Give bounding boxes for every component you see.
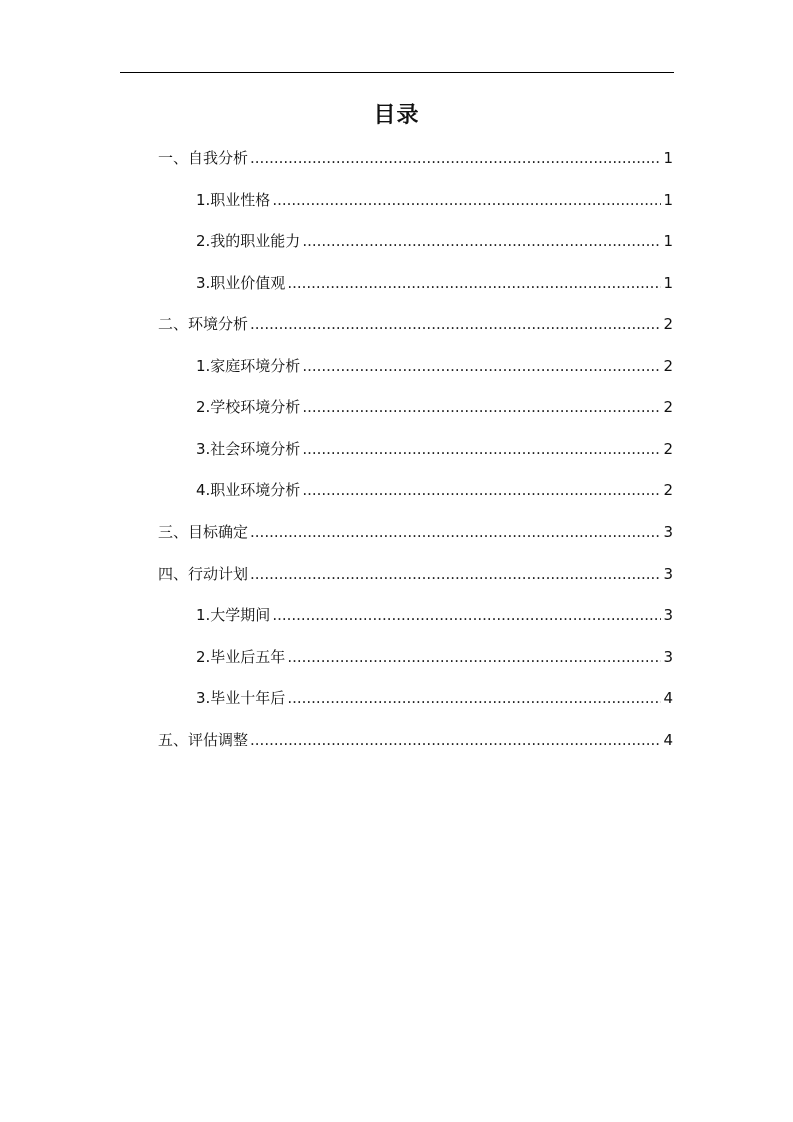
toc-entry[interactable] xyxy=(196,229,673,253)
toc-page-number: 2 xyxy=(663,440,673,458)
toc-entry-text: 五、评估调整 xyxy=(158,731,249,749)
toc-page-number: 3 xyxy=(663,648,673,666)
toc-entry[interactable] xyxy=(196,603,673,627)
toc-page-number: 1 xyxy=(663,149,673,167)
toc-page-number: 4 xyxy=(663,689,673,707)
toc-entry[interactable] xyxy=(196,437,673,461)
toc-page-number: 1 xyxy=(663,232,673,250)
toc-entry[interactable] xyxy=(196,395,673,419)
toc-leader-dots xyxy=(250,520,661,544)
toc-page-number: 1 xyxy=(663,274,673,292)
toc-leader-dots xyxy=(302,229,661,253)
toc-leader-dots xyxy=(302,354,661,378)
toc-entry-text: 二、环境分析 xyxy=(158,315,249,333)
toc-leader-dots xyxy=(287,271,661,295)
toc-entry[interactable] xyxy=(158,562,673,586)
toc-page-number: 2 xyxy=(663,357,673,375)
toc-leader-dots xyxy=(250,312,661,336)
toc-page-number: 3 xyxy=(663,565,673,583)
toc-entry-text: 1.大学期间 xyxy=(196,606,271,624)
toc-page-number: 2 xyxy=(663,315,673,333)
toc-leader-dots xyxy=(287,686,661,710)
toc-entry-text: 四、行动计划 xyxy=(158,565,249,583)
toc-page-number: 2 xyxy=(663,481,673,499)
toc-page-number: 1 xyxy=(663,191,673,209)
toc-entry[interactable] xyxy=(158,520,673,544)
toc-entry[interactable] xyxy=(196,271,673,295)
toc-entry-text: 2.我的职业能力 xyxy=(196,232,301,250)
toc-title: 目录 xyxy=(373,103,420,128)
toc-entry-text: 2.学校环境分析 xyxy=(196,398,301,416)
toc-leader-dots xyxy=(272,603,661,627)
toc-entry[interactable] xyxy=(196,188,673,212)
toc-entry[interactable] xyxy=(196,645,673,669)
toc-entry-text: 1.家庭环境分析 xyxy=(196,357,301,375)
toc-entry-text: 1.职业性格 xyxy=(196,191,271,209)
toc-leader-dots xyxy=(250,728,661,752)
toc-entry-text: 4.职业环境分析 xyxy=(196,481,301,499)
header-rule xyxy=(120,72,674,73)
toc-leader-dots xyxy=(250,146,661,170)
toc-page-number: 4 xyxy=(663,731,673,749)
toc-page-number: 2 xyxy=(663,398,673,416)
toc-entry-text: 三、目标确定 xyxy=(158,523,249,541)
toc-entry-text: 一、自我分析 xyxy=(158,149,249,167)
toc-entry[interactable] xyxy=(158,312,673,336)
toc-entry[interactable] xyxy=(196,478,673,502)
toc-entry[interactable] xyxy=(158,728,673,752)
toc-entry-text: 2.毕业后五年 xyxy=(196,648,286,666)
toc-entry-text: 3.社会环境分析 xyxy=(196,440,301,458)
toc-entry[interactable] xyxy=(158,146,673,170)
toc-entry[interactable] xyxy=(196,686,673,710)
toc-leader-dots xyxy=(272,188,661,212)
toc-leader-dots xyxy=(302,395,661,419)
toc-leader-dots xyxy=(250,562,661,586)
toc-page-number: 3 xyxy=(663,606,673,624)
toc-leader-dots xyxy=(302,437,661,461)
toc-entry-text: 3.职业价值观 xyxy=(196,274,286,292)
toc-page-number: 3 xyxy=(663,523,673,541)
toc-leader-dots xyxy=(302,478,661,502)
toc-leader-dots xyxy=(287,645,661,669)
toc-entry[interactable] xyxy=(196,354,673,378)
toc-entry-text: 3.毕业十年后 xyxy=(196,689,286,707)
